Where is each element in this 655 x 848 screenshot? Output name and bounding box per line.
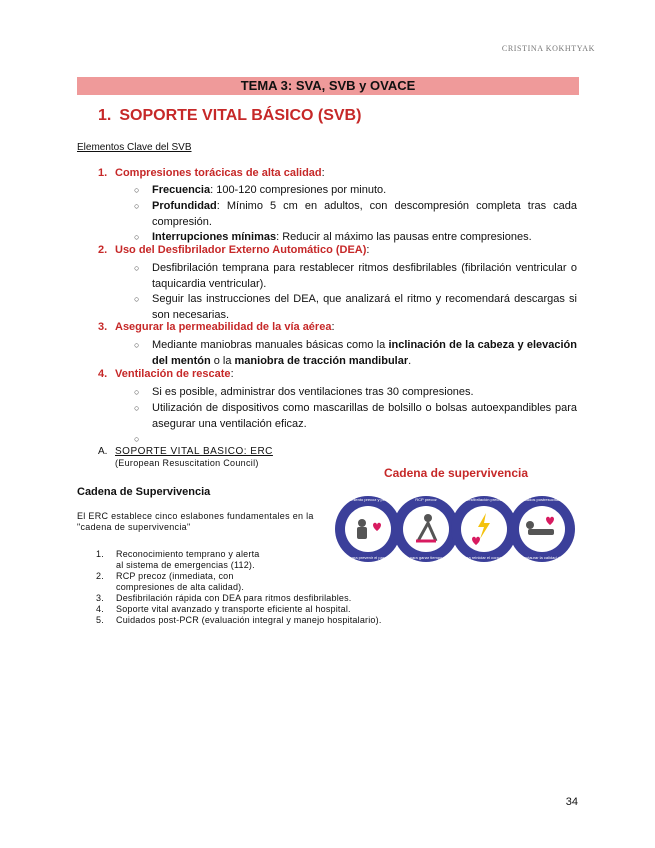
bed-icon <box>528 529 554 535</box>
item-number: 2. <box>98 244 108 256</box>
chain-ring-3 <box>451 496 517 562</box>
key-elements-title: Elementos Clave del SVB <box>77 142 192 153</box>
item-title: Ventilación de rescate <box>115 368 231 380</box>
ring-label: Desfibrilación precoz <box>465 497 503 502</box>
ring-bottom: para ganar tiempo <box>409 555 443 560</box>
bullet-frequency <box>134 182 577 198</box>
bullet-icon: ○ <box>134 403 140 413</box>
ring-bottom: para restaurar la calidad de vida <box>513 555 571 560</box>
step-line: RCP precoz (inmediata, con <box>116 571 234 581</box>
author-header: CRISTINA KOKHTYAK <box>501 44 595 53</box>
item-title: Asegurar la permeabilidad de la vía aérea <box>115 321 332 333</box>
item-2-heading <box>98 244 369 256</box>
ring-label: Cuidados postresucitación <box>518 497 566 502</box>
item-title: Uso del Desfibrilador Externo Automático (DEA) <box>115 244 367 256</box>
subsection-org: (European Resuscitation Council) <box>115 458 259 468</box>
chain-ring-4 <box>509 496 575 562</box>
chain-ring-2 <box>393 496 459 562</box>
bullet-icon: ○ <box>134 434 140 444</box>
item-title: Compresiones torácicas de alta calidad <box>115 167 322 179</box>
step-line: Soporte vital avanzado y transporte eficiente al hospital. <box>116 604 351 614</box>
step-line: Reconocimiento temprano y alerta <box>116 549 260 559</box>
bullet-early-defib <box>134 260 577 292</box>
cadena-step <box>96 593 382 604</box>
step-number: 1. <box>96 549 104 559</box>
bullet-text: . <box>408 355 412 367</box>
bullet-airway-maneuvers <box>134 337 577 369</box>
bullet-icon: ○ <box>134 201 140 211</box>
bullet-text: o la <box>210 355 235 367</box>
cadena-step <box>96 615 382 626</box>
item-suffix: : <box>366 244 370 256</box>
topic-title: TEMA 3: SVA, SVB y OVACE <box>240 78 416 93</box>
item-number: 4. <box>98 368 108 380</box>
section-number: 1. <box>98 107 112 124</box>
chain-image-title: Cadena de supervivencia <box>383 466 529 480</box>
bullet-text: : 100-120 compresiones por minuto. <box>210 184 387 196</box>
subsection-title: SOPORTE VITAL BASICO: ERC <box>115 446 273 457</box>
step-line: Cuidados post-PCR (evaluación integral y manejo hospitalario). <box>116 615 382 625</box>
item-number: 1. <box>98 167 108 179</box>
step-line: Desfibrilación rápida con DEA para ritmos desfibrilables. <box>116 593 352 603</box>
bullet-icon: ○ <box>134 340 140 350</box>
bullet-bold: inclinación de la cabeza y elevación del mentón <box>152 339 577 367</box>
bullet-text: Desfibrilación temprana para restablecer ritmos desfibrilables (fibrilación ventricular o taquicardia ventricular). <box>152 262 577 290</box>
topic-banner <box>77 77 579 95</box>
bullet-text: Si es posible, administrar dos ventilaciones tras 30 compresiones. <box>152 386 474 398</box>
chain-of-survival-image <box>332 463 580 581</box>
bullet-bold: Frecuencia <box>152 184 211 196</box>
item-suffix: : <box>321 167 325 179</box>
bullet-dea-instructions <box>134 291 577 323</box>
ring-label: Reconocimiento precoz y pedir ayuda <box>334 497 402 502</box>
step-number: 4. <box>96 604 104 614</box>
bullet-icon: ○ <box>134 263 140 273</box>
step-line: al sistema de emergencias (112). <box>116 560 255 570</box>
item-3-heading <box>98 321 335 333</box>
bullet-text: Utilización de dispositivos como mascarillas de bolsillo o bolsas autoexpandibles para asegurar una ventilación eficaz. <box>152 402 577 430</box>
bullet-text: : Reducir al máximo las pausas entre compresiones. <box>276 231 532 243</box>
bullet-icon: ○ <box>134 232 140 242</box>
section-title: SOPORTE VITAL BÁSICO (SVB) <box>119 107 362 124</box>
bullet-icon: ○ <box>134 294 140 304</box>
ring-inner <box>345 506 391 552</box>
bullet-depth <box>134 198 577 230</box>
item-4-heading <box>98 368 234 380</box>
step-number: 3. <box>96 593 104 603</box>
item-1-heading <box>98 167 325 179</box>
bullet-bold: maniobra de tracción mandibular <box>234 355 409 367</box>
ring-bottom: para prevenir el paro <box>349 555 387 560</box>
bullet-text: : Mínimo 5 cm en adultos, con descompresión completa tras cada compresión. <box>152 200 577 228</box>
bullet-text: Seguir las instrucciones del DEA, que analizará el ritmo y recomendará descargas si son necesarias. <box>152 293 577 321</box>
ring-bottom: para reiniciar el corazón <box>462 555 506 560</box>
bullet-icon: ○ <box>134 185 140 195</box>
step-line: compresiones de alta calidad). <box>116 582 245 592</box>
step-number: 2. <box>96 571 104 581</box>
subsection-letter: A. <box>98 446 108 457</box>
patient-head-icon <box>526 521 534 529</box>
item-suffix: : <box>230 368 234 380</box>
bullet-devices <box>134 400 577 432</box>
person-head-icon <box>358 519 366 527</box>
bullet-icon: ○ <box>134 387 140 397</box>
bullet-interruptions <box>134 229 577 245</box>
cadena-title: Cadena de Supervivencia <box>77 486 211 498</box>
item-number: 3. <box>98 321 108 333</box>
cadena-intro: El ERC establece cinco eslabones fundamentales en la "cadena de supervivencia" <box>77 511 314 532</box>
page-number: 34 <box>565 796 578 808</box>
bullet-two-ventilations <box>134 384 577 400</box>
ring-label: RCP precoz <box>415 497 437 502</box>
bullet-text: Mediante maniobras manuales básicas como la <box>152 339 389 351</box>
subsection-a <box>98 446 273 468</box>
section-heading <box>98 107 361 125</box>
chain-ring-1 <box>335 496 403 562</box>
bullet-bold: Interrupciones mínimas <box>152 231 277 243</box>
step-number: 5. <box>96 615 104 625</box>
person-body-icon <box>357 527 367 539</box>
cadena-step <box>96 604 382 615</box>
item-suffix: : <box>331 321 335 333</box>
bullet-bold: Profundidad <box>152 200 217 212</box>
